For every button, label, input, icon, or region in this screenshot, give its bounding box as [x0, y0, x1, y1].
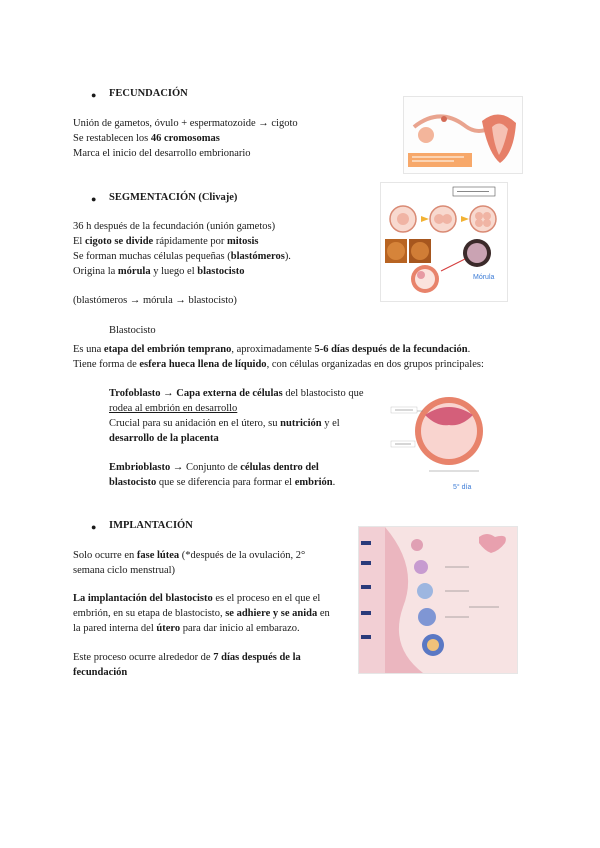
fecundacion-line-3: Marca el inicio del desarrollo embrionario: [73, 148, 251, 159]
dia-label: 5° día: [453, 484, 472, 491]
morula-label: Mórula: [473, 274, 495, 281]
section-title-implantacion: IMPLANTACIÓN: [109, 520, 193, 531]
implantacion-p1-line-2: semana ciclo menstrual): [73, 565, 176, 576]
bullet-icon: ●: [91, 194, 97, 204]
embrioblasto-line-1: Embrioblasto → Conjunto de células dentro del: [109, 462, 319, 473]
segmentacion-line-4: Origina la mórula y luego el blastocisto: [73, 266, 245, 277]
fecundacion-line-1: Unión de gametos, óvulo + espermatozoide → cigoto: [73, 118, 298, 129]
blastocisto-paragraph-1: Es una etapa del embrión temprano, aproximadamente 5-6 días después de la fecundación.: [73, 344, 471, 355]
fecundacion-line-2: Se restablecen los 46 cromosomas: [73, 133, 220, 144]
embrioblasto-line-2: blastocisto que se diferencia para formar el embrión.: [109, 477, 336, 488]
bullet-icon: ●: [91, 522, 97, 532]
implantacion-p3-line-1: Este proceso ocurre alrededor de 7 días después de la: [73, 652, 301, 663]
segmentacion-line-1: 36 h después de la fecundación (unión gametos): [73, 221, 276, 232]
implantacion-p2-line-1: La implantación del blastocisto es el proceso en el que el: [73, 593, 321, 604]
trofoblasto-line-1: Trofoblasto → Capa externa de células del blastocisto que: [109, 388, 364, 399]
fecundacion-figure: [403, 96, 523, 174]
implantacion-figure: [358, 526, 518, 674]
blastocisto-paragraph-2: Tiene forma de esfera hueca llena de líquido, con células organizadas en dos grupos principales:: [73, 359, 484, 370]
trofoblasto-line-3: Crucial para su anidación en el útero, su nutrición y el: [109, 418, 340, 429]
blastocisto-subtitle: Blastocisto: [109, 325, 156, 336]
trofoblasto-line-2: rodea al embrión en desarrollo: [109, 403, 238, 414]
trofoblasto-line-4: desarrollo de la placenta: [109, 433, 219, 444]
segmentacion-line-3: Se forman muchas células pequeñas (blastómeros).: [73, 251, 291, 262]
section-title-segmentacion: SEGMENTACIÓN (Clivaje): [109, 192, 238, 203]
implantacion-p1-line-1: Solo ocurre en fase lútea (*después de la ovulación, 2°: [73, 550, 306, 561]
blastocisto-figure: [388, 392, 504, 494]
implantacion-p2-line-2: embrión, en su etapa de blastocisto, se adhiere y se anida en: [73, 608, 330, 619]
segmentacion-sequence: (blastómeros → mórula → blastocisto): [73, 295, 237, 306]
bullet-icon: ●: [91, 90, 97, 100]
segmentacion-figure: [380, 182, 508, 302]
implantacion-p3-line-2: fecundación: [73, 667, 128, 678]
segmentacion-line-2: El cigoto se divide rápidamente por mitosis: [73, 236, 259, 247]
section-title-fecundacion: FECUNDACIÓN: [109, 88, 188, 99]
implantacion-p2-line-3: la pared interna del útero para dar inicio al embarazo.: [73, 623, 300, 634]
